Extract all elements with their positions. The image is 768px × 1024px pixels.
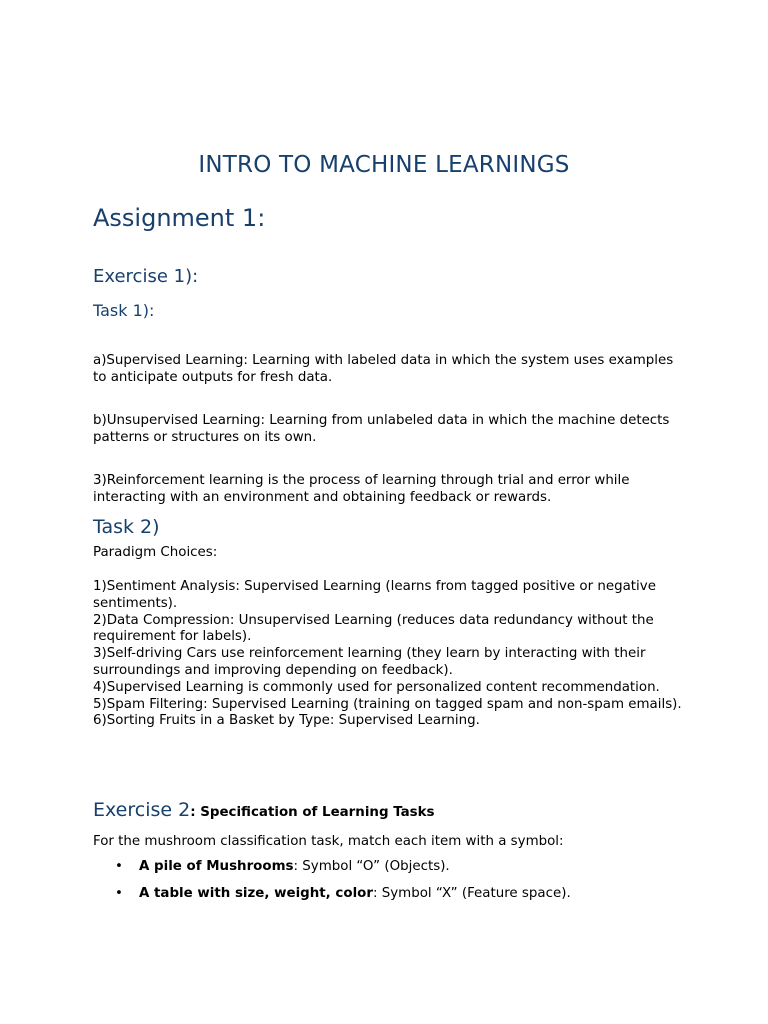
list-item: 5)Spam Filtering: Supervised Learning (training on tagged spam and non-spam emails). — [93, 696, 682, 712]
assignment-heading: Assignment 1: — [93, 204, 266, 232]
mushroom-task-intro: For the mushroom classification task, match each item with a symbol: — [93, 834, 564, 849]
list-item — [93, 886, 571, 903]
bullet-text: : Symbol “X” (Feature space). — [372, 885, 571, 901]
task-1-item-b: b)Unsupervised Learning: Learning from unlabeled data in which the machine detects patterns or structures on its own. — [93, 413, 670, 445]
task-1-heading: Task 1): — [93, 301, 155, 320]
list-item: 4)Supervised Learning is commonly used for personalized content recommendation. — [93, 679, 660, 695]
exercise-2-heading-text: Exercise 2 — [93, 799, 191, 821]
paradigm-choices-list — [93, 579, 683, 730]
paradigm-choices-label: Paradigm Choices: — [93, 545, 218, 560]
bullet-icon: • — [115, 859, 123, 874]
bullet-bold-text: A table with size, weight, color — [139, 885, 373, 901]
list-item — [93, 859, 571, 876]
exercise-2-heading — [93, 799, 434, 821]
task-2-heading: Task 2) — [93, 516, 160, 538]
exercise-2-subheading: : Specification of Learning Tasks — [190, 805, 435, 820]
list-item: 2)Data Compression: Unsupervised Learning (reduces data redundancy without the requirement for labels). — [93, 612, 654, 645]
task-1-item-a: a)Supervised Learning: Learning with labeled data in which the system uses examples to anticipate outputs for fresh data. — [93, 353, 674, 385]
list-item: 1)Sentiment Analysis: Supervised Learning (learns from tagged positive or negative sentiments). — [93, 579, 656, 611]
list-item: 3)Self-driving Cars use reinforcement learning (they learn by interacting with their surroundings and improving depending on feedback). — [93, 646, 646, 678]
symbol-bullet-list — [93, 859, 571, 913]
task-1-item-c: 3)Reinforcement learning is the process of learning through trial and error while interacting with an environment and obtaining feedback or rewards. — [93, 473, 630, 505]
bullet-text: : Symbol “O” (Objects). — [293, 859, 450, 874]
document-title: INTRO TO MACHINE LEARNINGS — [198, 152, 570, 178]
bullet-bold-text: A pile of Mushrooms — [139, 859, 294, 874]
bullet-icon: • — [115, 885, 123, 901]
exercise-1-heading: Exercise 1): — [93, 266, 199, 287]
list-item: 6)Sorting Fruits in a Basket by Type: Supervised Learning. — [93, 713, 480, 729]
